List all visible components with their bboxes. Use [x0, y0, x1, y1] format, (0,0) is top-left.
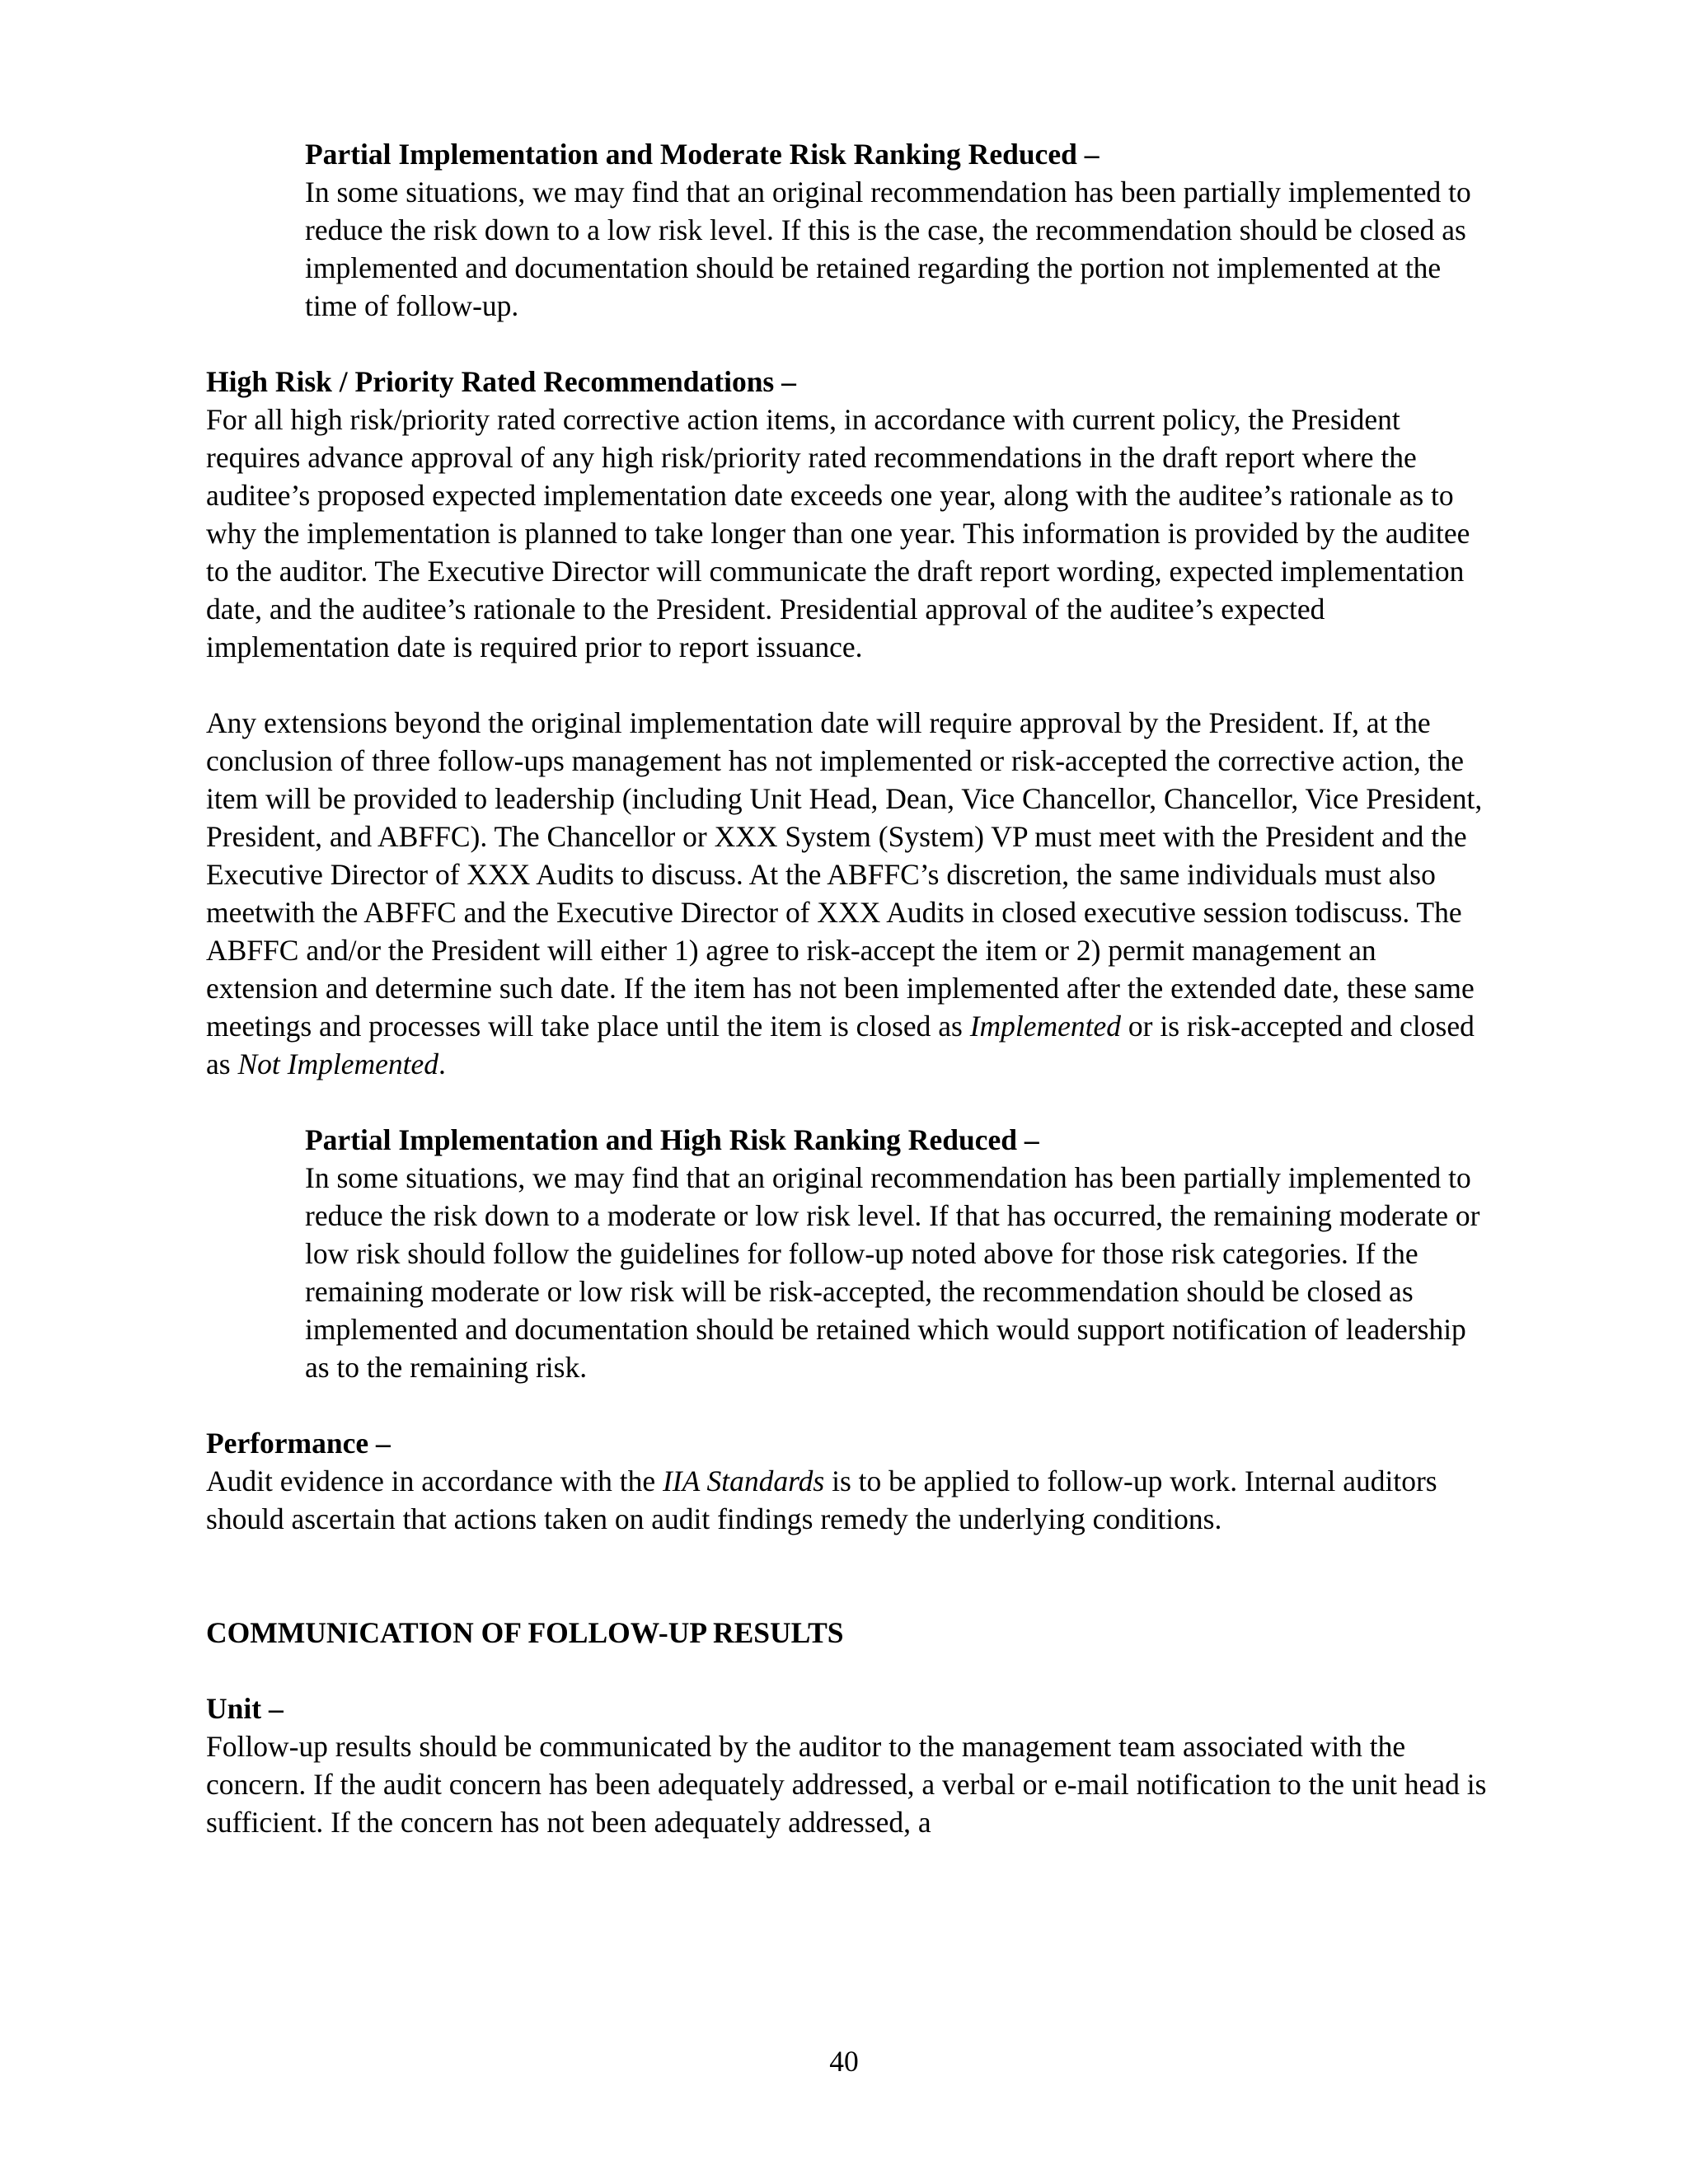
section-body: Follow-up results should be communicated by the auditor to the management team associated with the concern. If the audit concern has been adequately addressed, a verbal or e-mail notification to the unit head is sufficient. If the concern has not been adequately addressed, a — [206, 1730, 1487, 1839]
italic-term: Not Implemented — [237, 1047, 438, 1080]
section-heading: Partial Implementation and High Risk Ranking Reduced – — [305, 1123, 1039, 1156]
italic-term: Implemented — [969, 1010, 1122, 1043]
section-extensions — [206, 704, 1492, 1083]
section-communication — [206, 1614, 1492, 1652]
italic-term: IIA Standards — [662, 1465, 825, 1497]
section-heading: Performance – — [206, 1427, 391, 1460]
section-body: In some situations, we may find that an original recommendation has been partially implemented to reduce the risk down to a low risk level. If this is the case, the recommendation should be closed as implemented and documentation should be retained regarding the portion not implemented at the time of follow-up. — [305, 176, 1471, 322]
body-text: Any extensions beyond the original implementation date will require approval by the President. If, at the conclusion of three follow-ups management has not implemented or risk-accepted the corrective action, the item will be provided to leadership (including Unit Head, Dean, Vice Chancellor, Chancellor, Vice President, President, and ABFFC). The Chancellor or XXX System (System) VP must meet with the President and the Executive Director of XXX Audits to discuss. At the ABFFC’s discretion, the same individuals must also meetwith the ABFFC and the Executive Director of XXX Audits in closed executive session todiscuss. The ABFFC and/or the President will either 1) agree to risk-accept the item or 2) permit management an extension and determine such date. If the item has not been implemented after the extended date, these same meetings and processes will take place until the item is closed as — [206, 706, 1483, 1043]
section-heading: Partial Implementation and Moderate Risk Ranking Reduced – — [305, 138, 1100, 171]
section-partial-high — [206, 1121, 1492, 1386]
section-partial-moderate — [206, 135, 1492, 325]
body-text: or is risk-accepted and closed as — [206, 1010, 1475, 1080]
document-page — [206, 135, 1492, 1841]
section-heading: High Risk / Priority Rated Recommendations – — [206, 365, 796, 398]
section-body: In some situations, we may find that an original recommendation has been partially implemented to reduce the risk down to a moderate or low risk level. If that has occurred, the remaining moderate or low risk should follow the guidelines for follow-up noted above for those risk categories. If the remaining moderate or low risk will be risk-accepted, the recommendation should be closed as implemented and documentation should be retained which would support notification of leadership as to the remaining risk. — [305, 1161, 1480, 1384]
section-high-risk — [206, 363, 1492, 666]
body-text: Audit evidence in accordance with the — [206, 1465, 663, 1497]
section-body: For all high risk/priority rated corrective action items, in accordance with current policy, the President requires advance approval of any high risk/priority rated recommendations in the draft report where the auditee’s proposed expected implementation date exceeds one year, along with the auditee’s rationale as to why the implementation is planned to take longer than one year. This information is provided by the auditee to the auditor. The Executive Director will communicate the draft report wording, expected implementation date, and the auditee’s rationale to the President. Presidential approval of the auditee’s expected implementation date is required prior to report issuance. — [206, 403, 1470, 663]
body-text: . — [438, 1047, 446, 1080]
section-heading: Unit – — [206, 1692, 284, 1725]
page-number: 40 — [829, 2045, 859, 2078]
section-performance — [206, 1424, 1492, 1538]
section-title: COMMUNICATION OF FOLLOW-UP RESULTS — [206, 1616, 844, 1649]
body-text: is to be applied to follow-up work. Internal auditors should ascertain that actions taken on audit findings remedy the underlying conditions. — [206, 1465, 1437, 1535]
section-body — [206, 704, 1492, 1083]
section-unit — [206, 1690, 1492, 1841]
section-body — [206, 1462, 1492, 1538]
